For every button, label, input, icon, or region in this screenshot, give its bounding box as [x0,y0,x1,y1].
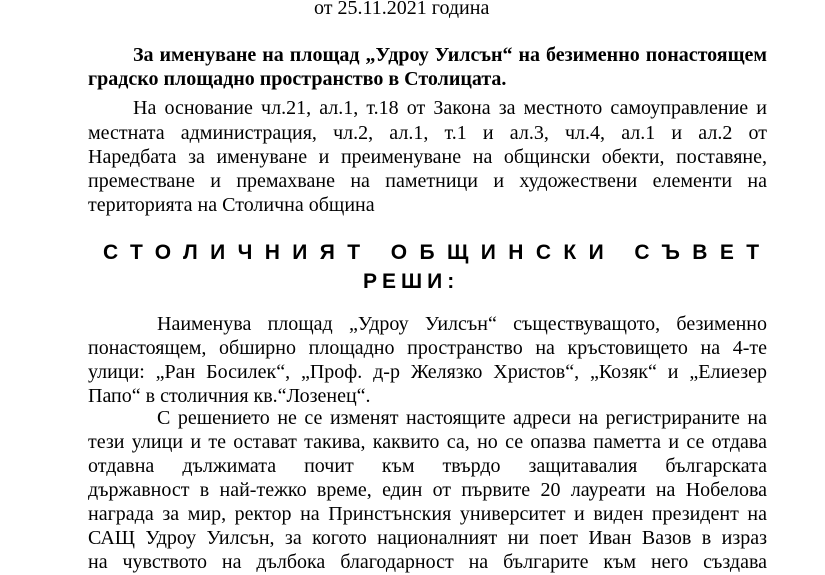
preamble-line-3: Наредбата за именуване и преименуване на общински обекти, поставяне, [88,146,767,168]
body-p1-line-4: Папо“ в столичния кв.“Лозенец“. [88,385,371,407]
body-p2-line-1: С решението не се изменят настоящите адреси на регистрираните на [157,407,767,429]
body-p1-line-2: понастоящем, обширно площадно пространство на кръстовището на 4-те [88,337,767,359]
subject-line-2: градско площадно пространство в Столицата. [88,68,507,90]
subject-line-1: За именуване на площад „Удроу Уилсън“ на безименно понастоящем [133,44,767,66]
document-date: от 25.11.2021 година [314,0,490,19]
body-p2-line-5: награда за мир, ректор на Принстънския университет и виден президент на [88,503,767,525]
preamble-line-5: територията на Столична община [88,194,375,216]
body-p2-line-7: на чувството на дълбока благодарност на българите към него създава [88,551,767,573]
body-p2-line-3: отдавна дължимата почит към твърдо защитавалия българската [88,455,767,477]
preamble-line-2: местната администрация, чл.2, ал.1, т.1 и ал.3, чл.4, ал.1 и ал.2 от [88,122,767,144]
body-p2-line-4: държавност в най-тежко време, един от първите 20 лауреати на Нобелова [88,479,767,501]
body-p1-line-3: улици: „Ран Босилек“, „Проф. д-р Желязко Христов“, „Козяк“ и „Елиезер [88,361,767,383]
body-p1-line-1: Наименува площад „Удроу Уилсън“ съществуващото, безименно [157,313,767,335]
body-p2-line-2: тези улици и те остават такива, каквито са, но се опазва паметта и се отдава [88,431,767,453]
decision-heading: РЕШИ: [363,270,460,293]
preamble-line-4: преместване и премахване на паметници и художествени елементи на [88,170,767,192]
preamble-line-1: На основание чл.21, ал.1, т.18 от Закона за местното самоуправление и [133,97,767,119]
council-title: СТОЛИЧНИЯТ ОБЩИНСКИ СЪВЕТ [103,241,772,264]
body-p2-line-6: САЩ Удроу Уилсън, за когото националният ни поет Иван Вазов в израз [88,527,767,549]
